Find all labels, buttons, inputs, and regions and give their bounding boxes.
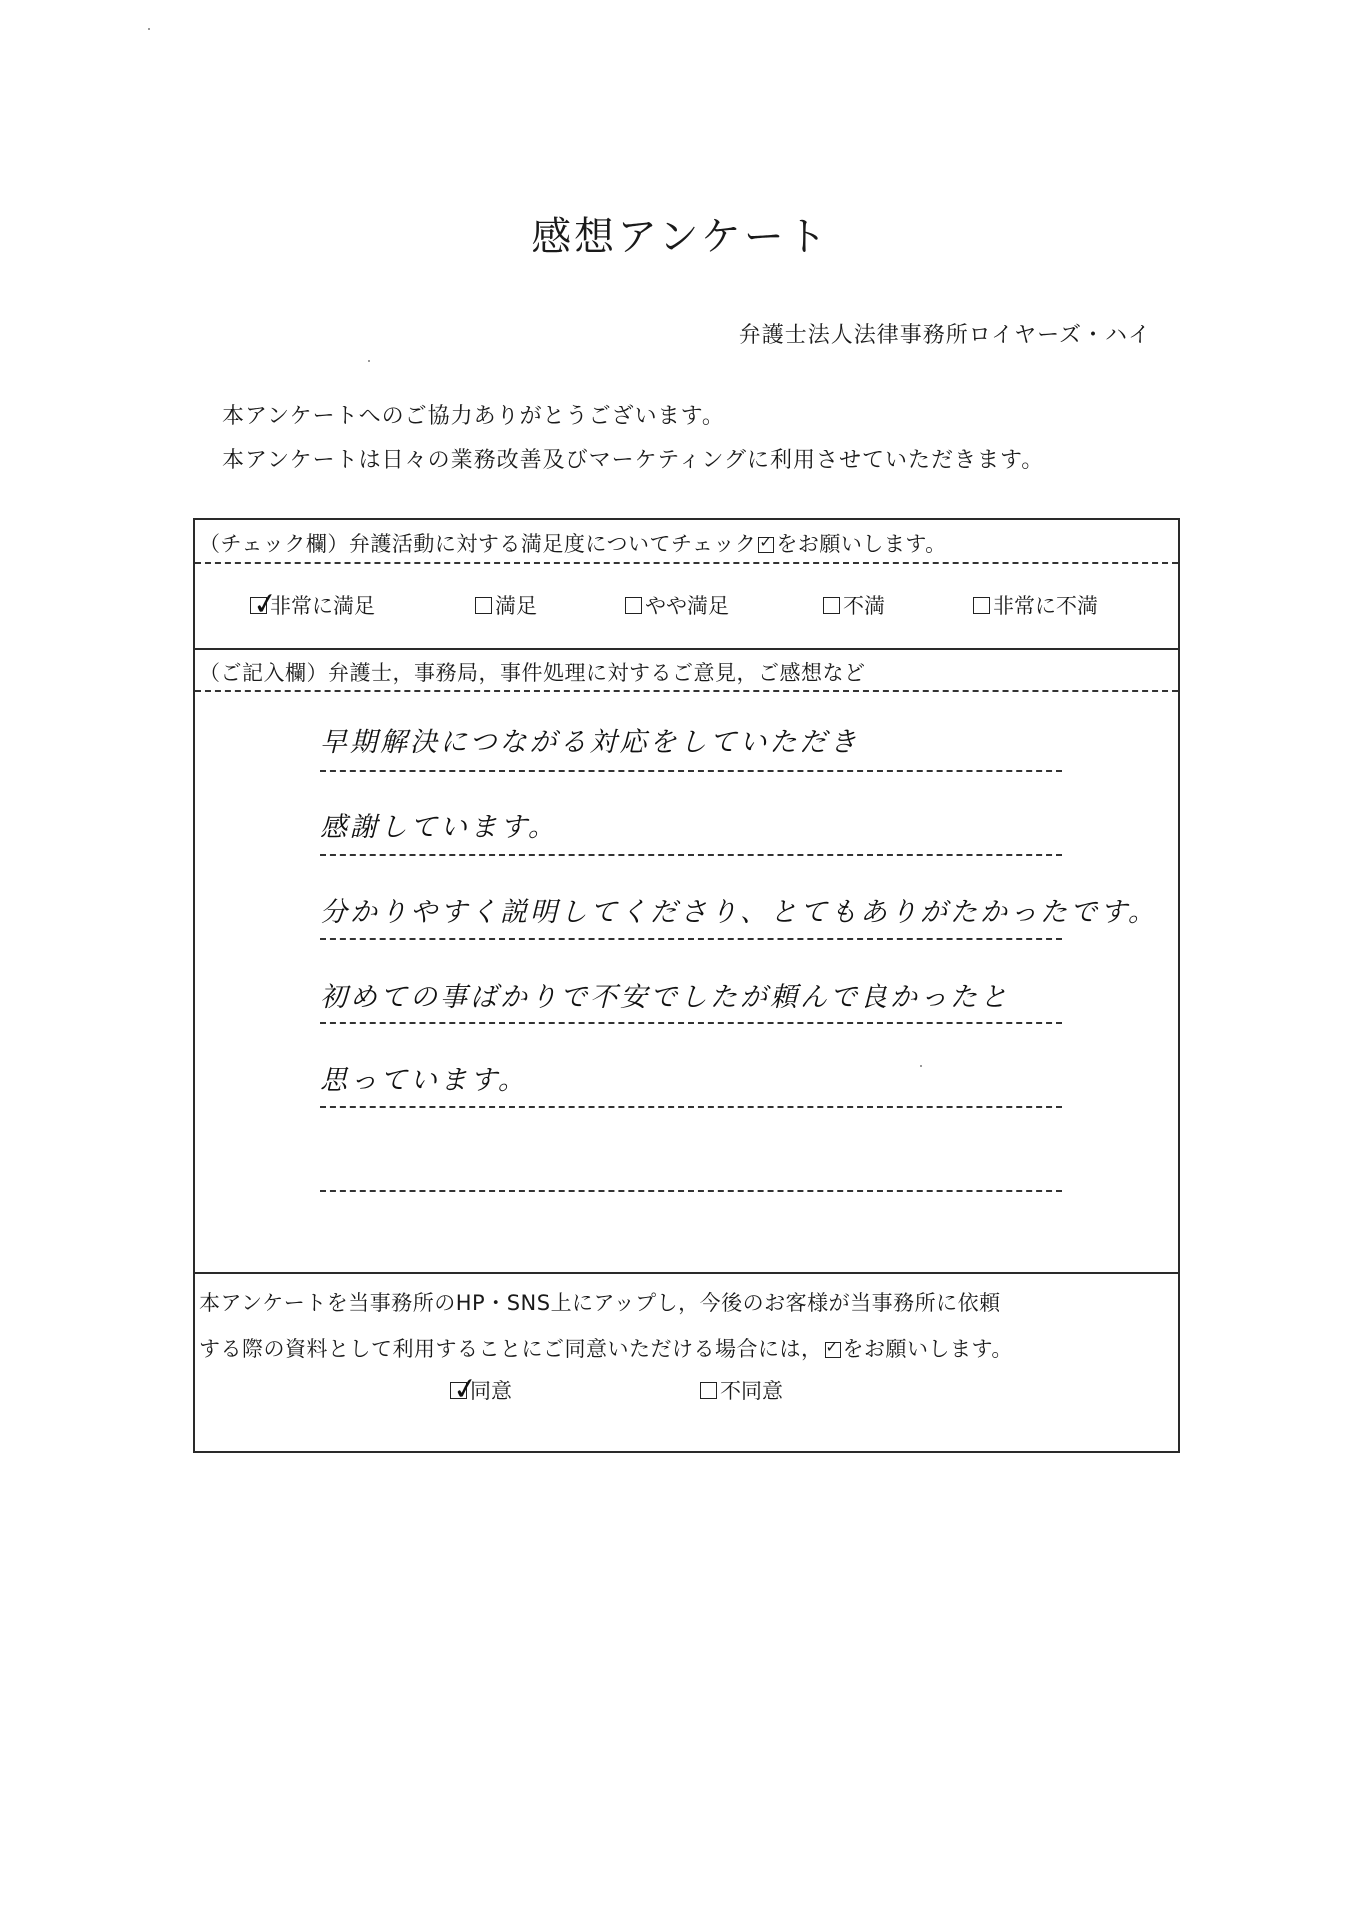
checkbox[interactable] [823, 597, 840, 614]
consent-line: 本アンケートを当事務所のHP・SNS上にアップし，今後のお客様が当事務所に依頼 [199, 1291, 1001, 1315]
rating-option-somewhat-satisfied[interactable]: やや満足 [625, 590, 729, 620]
survey-form [193, 518, 1180, 1453]
rating-options [195, 584, 1178, 630]
rating-option-dissatisfied[interactable]: 不満 [823, 590, 885, 620]
consent-line: する際の資料として利用することにご同意いただける場合には，✓ をお願いします。 [199, 1326, 1013, 1372]
checkbox[interactable] [973, 597, 990, 614]
checkbox-sample-icon [758, 537, 774, 553]
comment-line: 感謝しています。 [320, 812, 558, 843]
consent-option-disagree[interactable]: 不同意 [700, 1375, 783, 1405]
handwritten-check-icon: ✓ [250, 584, 281, 624]
comment-line: 思っています。 [320, 1065, 528, 1096]
comment-rule [320, 1190, 1062, 1192]
consent-options [195, 1369, 1178, 1415]
comment-rule [320, 854, 1062, 856]
page-title: 感想アンケート [531, 214, 830, 260]
comment-rule [320, 1106, 1062, 1108]
consent-text [199, 1280, 1013, 1372]
comment-line: 早期解決につながる対応をしていただき [320, 727, 860, 758]
intro-line: 本アンケートは日々の業務改善及びマーケティングに利用させていただきます。 [222, 448, 1045, 473]
rating-heading: （チェック欄）弁護活動に対する満足度についてチェック✓ をお願いします。 [199, 528, 947, 558]
organization-name: 弁護士法人法律事務所ロイヤーズ・ハイ [738, 323, 1151, 348]
comment-line: 分かりやすく説明してくださり、とてもありがたかったです。 [320, 897, 1158, 928]
handwritten-check-icon: ✓ [450, 1369, 481, 1409]
checkbox[interactable] [475, 597, 492, 614]
comment-line: 初めての事ばかりで不安でしたが頼んで良かったと [320, 982, 1010, 1013]
section-divider [195, 648, 1178, 650]
comment-rule [320, 938, 1062, 940]
checkbox-checked[interactable] [250, 584, 281, 624]
scan-speck [148, 28, 150, 30]
comment-rule [320, 770, 1062, 772]
rating-option-satisfied[interactable]: 満足 [475, 590, 537, 620]
comment-rule [320, 1022, 1062, 1024]
checkbox[interactable] [625, 597, 642, 614]
checkbox[interactable] [700, 1382, 717, 1399]
scan-speck [920, 1065, 922, 1067]
intro-line: 本アンケートへのご協力ありがとうございます。 [222, 404, 725, 429]
intro-text [222, 395, 1044, 483]
comment-heading: （ご記入欄）弁護士，事務局，事件処理に対するご意見，ご感想など [199, 661, 866, 685]
divider [195, 690, 1178, 692]
checkbox-sample-icon [825, 1342, 841, 1358]
consent-option-agree[interactable]: ✓ 同意 [450, 1369, 512, 1409]
scan-speck [368, 360, 370, 362]
rating-option-very-dissatisfied[interactable]: 非常に不満 [973, 590, 1098, 620]
rating-option-very-satisfied[interactable]: ✓ 非常に満足 [250, 584, 375, 624]
divider [195, 562, 1178, 564]
section-divider [195, 1272, 1178, 1274]
